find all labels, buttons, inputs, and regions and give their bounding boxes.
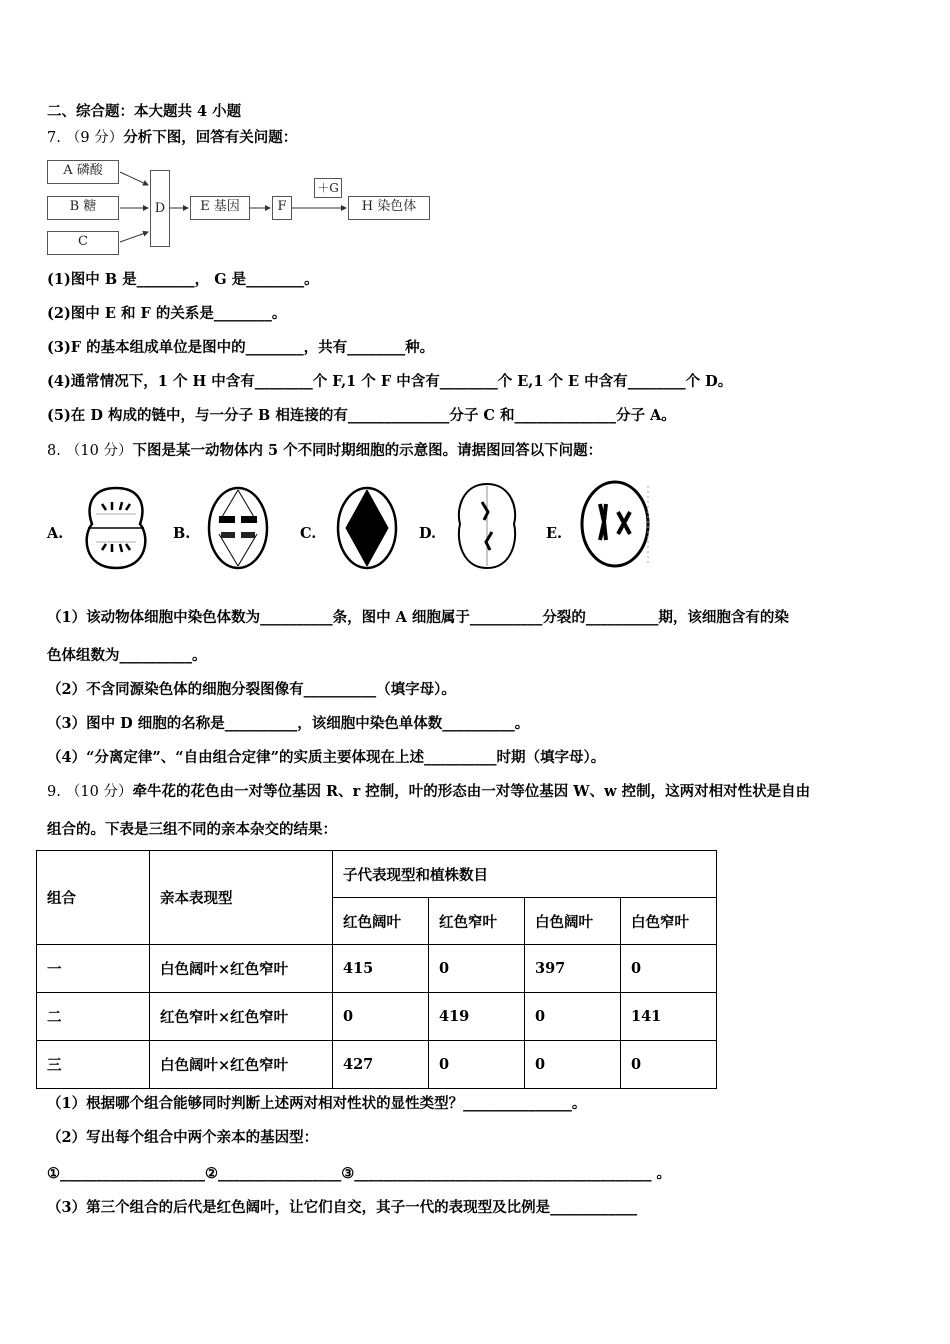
box-e: E 基因 [190,196,250,220]
cross-results-table [36,850,717,1089]
cell-value: 0 [621,945,717,993]
box-c: C [47,231,119,255]
table-header-row [37,851,717,898]
cell-value: 427 [333,1041,429,1089]
q8-number: 8. [47,443,61,459]
cell-value: 397 [525,945,621,993]
q9-item-2-answers: ①____________________②_________________③_________________________________________ 。 [47,1165,672,1182]
q9-item-3: （3）第三个组合的后代是红色阔叶，让它们自交，其子一代的表现型及比例是____________ [47,1199,638,1216]
col-header: 红色窄叶 [429,898,525,945]
q7-score: （9 分） [65,130,124,146]
q9-item-1: （1）根据哪个组合能够同时判断上述两对相对性状的显性类型？_______________。 [47,1095,587,1112]
cell-group: 三 [37,1041,150,1089]
box-b: B 糖 [47,196,119,220]
cell-label-e: E. [546,525,563,542]
box-a: A 磷酸 [47,160,119,184]
cell-group: 二 [37,993,150,1041]
cell-group: 一 [37,945,150,993]
col-header: 白色窄叶 [621,898,717,945]
cell-label-b: B. [173,525,191,542]
cell-value: 0 [333,993,429,1041]
header-parent: 亲本表现型 [150,851,333,945]
cell-e-figure [578,478,656,572]
cell-value: 0 [429,945,525,993]
q8-text: 下图是某一动物体内 5 个不同时期细胞的示意图。请据图回答以下问题： [132,442,603,459]
header-offspring: 子代表现型和植株数目 [333,851,717,898]
cell-value: 141 [621,993,717,1041]
q7-item-2: (2)图中 E 和 F 的关系是________。 [47,305,287,322]
q9-header-2: 组合的。下表是三组不同的亲本杂交的结果： [47,821,337,838]
table-row [37,945,717,993]
q7-number: 7. [47,130,61,146]
q8-item-4: （4）“分离定律”、“自由组合定律”的实质主要体现在上述__________时期（填字母）。 [47,749,606,766]
box-g: ＋G [314,178,342,198]
cell-value: 0 [621,1041,717,1089]
cell-parent: 白色阔叶×红色窄叶 [150,945,333,993]
cell-d-figure [452,480,522,572]
cell-b-figure [205,484,271,572]
table-row [37,993,717,1041]
cell-label-c: C. [300,525,317,542]
cell-value: 419 [429,993,525,1041]
cell-parent: 红色窄叶×红色窄叶 [150,993,333,1041]
q7-item-4: (4)通常情况下，1 个 H 中含有________个 F,1 个 F 中含有________个 E,1 个 E 中含有________个 D。 [47,373,733,390]
q9-number: 9. [47,784,61,800]
q9-text: 牵牛花的花色由一对等位基因 R、r 控制，叶的形态由一对等位基因 W、w 控制，这两对相对性状是自由 [132,783,811,800]
cell-value: 0 [429,1041,525,1089]
header-group: 组合 [37,851,150,945]
q9-item-2: （2）写出每个组合中两个亲本的基因型： [47,1129,319,1146]
q8-item-3: （3）图中 D 细胞的名称是__________，该细胞中染色单体数__________。 [47,715,530,732]
table-row [37,1041,717,1089]
cell-parent: 白色阔叶×红色窄叶 [150,1041,333,1089]
q9-score: （10 分） [65,784,133,800]
q8-score: （10 分） [65,443,133,459]
section-title: 二、综合题：本大题共 4 小题 [47,103,242,120]
q9-header [47,782,810,802]
cell-value: 415 [333,945,429,993]
box-d: D [150,170,170,247]
cell-value: 0 [525,993,621,1041]
q7-text: 分析下图，回答有关问题： [123,129,298,146]
box-h: H 染色体 [348,196,430,220]
q8-header [47,441,602,461]
col-header: 白色阔叶 [525,898,621,945]
cell-label-d: D. [419,525,437,542]
q8-item-1a: （1）该动物体细胞中染色体数为__________条，图中 A 细胞属于__________分裂的__________期，该细胞含有的染 [47,609,789,626]
q7-item-5: (5)在 D 构成的链中，与一分子 B 相连接的有______________分子 C 和______________分子 A。 [47,407,676,424]
q8-item-1b: 色体组数为__________。 [47,647,207,664]
cell-value: 0 [525,1041,621,1089]
diagram-arrows [0,0,450,270]
box-f: F [272,196,292,220]
cell-a-figure [78,484,154,572]
cell-label-a: A. [47,525,64,542]
col-header: 红色阔叶 [333,898,429,945]
cell-c-figure [334,484,400,572]
q7-item-1: (1)图中 B 是________， G 是________。 [47,271,319,288]
q8-item-2: （2）不含同源染色体的细胞分裂图像有__________（填字母）。 [47,681,456,698]
q7-item-3: (3)F 的基本组成单位是图中的________，共有________种。 [47,339,435,356]
